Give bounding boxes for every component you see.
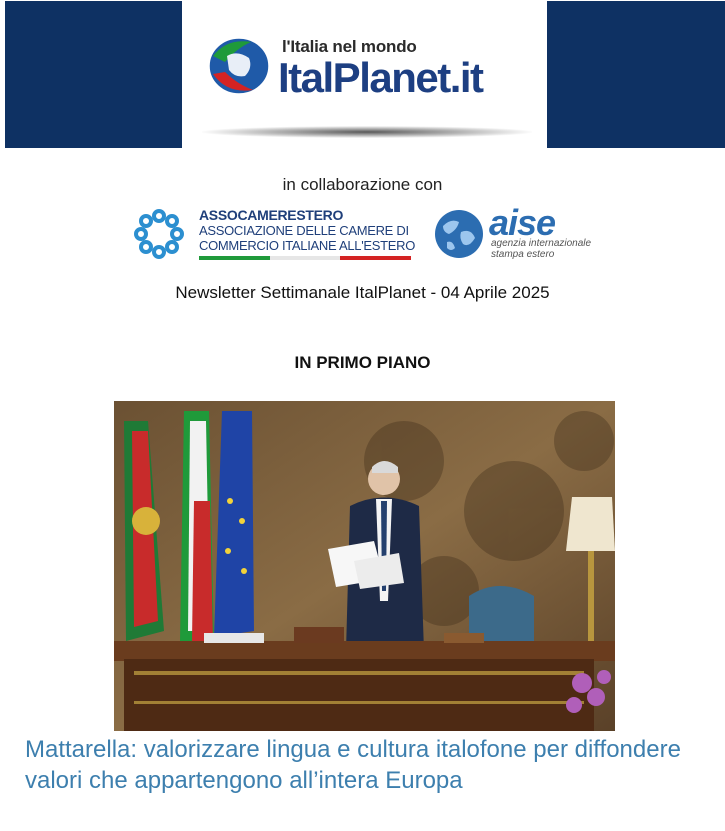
aise-subtitle-line2: stampa estero bbox=[491, 249, 555, 260]
logo-shadow bbox=[202, 126, 532, 138]
assocamerestero-logo[interactable] bbox=[133, 206, 418, 264]
newsletter-header bbox=[0, 0, 725, 149]
aise-logo[interactable] bbox=[433, 202, 593, 262]
assocamerestero-emblem-icon bbox=[133, 208, 185, 260]
header-tagline: l'Italia nel mondo bbox=[282, 37, 417, 56]
collaboration-intro: in collaborazione con bbox=[282, 175, 443, 194]
article-headline-link[interactable]: Mattarella: valorizzare lingua e cultura italofone per diffondere valori che appartengono all’intera Europa bbox=[25, 736, 681, 794]
aise-wordmark: aise bbox=[489, 202, 556, 243]
header-band-right bbox=[547, 1, 725, 148]
header-band-left bbox=[5, 1, 182, 148]
newsletter-title: Newsletter Settimanale ItalPlanet - 04 Aprile 2025 bbox=[175, 283, 550, 302]
assoc-title: ASSOCAMERESTERO bbox=[199, 207, 344, 223]
assoc-subtitle-line2: COMMERCIO ITALIANE ALL'ESTERO bbox=[199, 238, 416, 253]
italplanet-logo[interactable] bbox=[182, 0, 547, 149]
assoc-subtitle-line1: ASSOCIAZIONE DELLE CAMERE DI bbox=[199, 223, 409, 238]
aise-globe-icon bbox=[433, 208, 485, 260]
article-photo-illustration bbox=[114, 401, 615, 731]
aise-subtitle-line1: agenzia internazionale bbox=[491, 238, 592, 249]
italian-flag-stripe bbox=[199, 256, 411, 260]
section-title: IN PRIMO PIANO bbox=[294, 353, 431, 372]
globe-logo-icon bbox=[207, 36, 271, 96]
brand-name: ItalPlanet.it bbox=[278, 54, 483, 101]
article-photo[interactable] bbox=[114, 401, 615, 731]
